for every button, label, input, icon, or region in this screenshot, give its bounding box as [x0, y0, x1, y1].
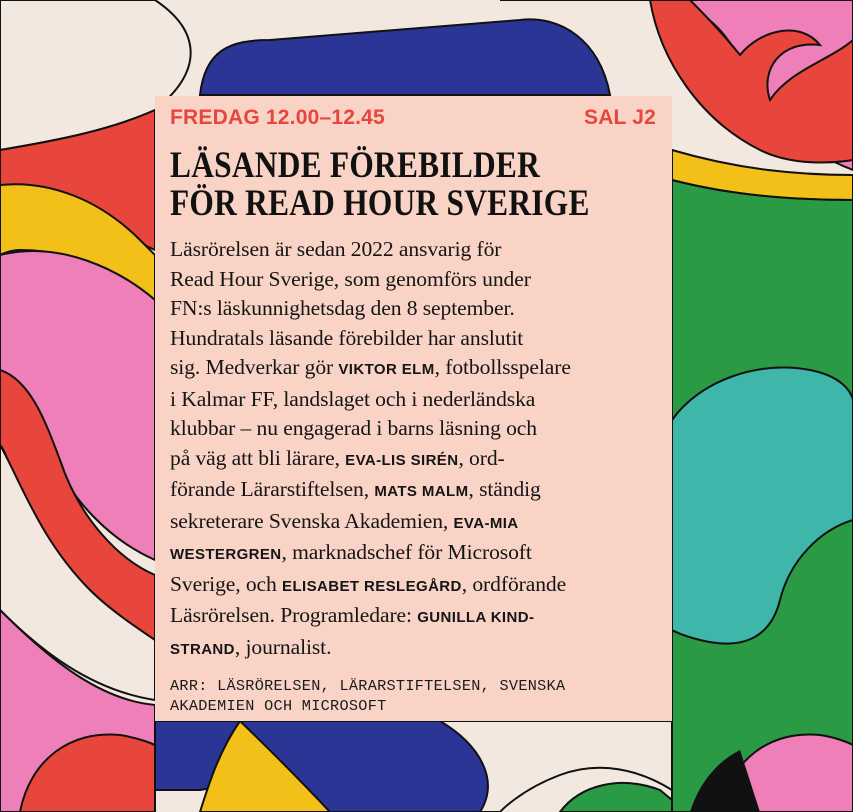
event-time: FREDAG 12.00–12.45	[170, 106, 385, 129]
description-line	[170, 601, 658, 633]
event-title-line-1: LÄSANDE FÖREBILDER	[170, 144, 541, 185]
description-line: i Kalmar FF, landslaget och i nederländska	[170, 386, 536, 411]
participant-name: GUNILLA KIND-	[417, 609, 535, 626]
description-text: , fotbollsspelare	[434, 355, 571, 379]
participant-name: VIKTOR ELM	[338, 361, 435, 378]
description-line: Hundratals läsande förebilder har anslutit	[170, 325, 524, 350]
event-description	[170, 235, 658, 664]
description-line	[170, 444, 658, 476]
description-text: Sverige, och	[170, 571, 283, 596]
description-line: Read Hour Sverige, som genomförs under	[170, 266, 531, 291]
description-line	[170, 633, 658, 665]
description-line: FN:s läskunnighetsdag den 8 september.	[170, 296, 515, 320]
description-line	[170, 570, 658, 602]
participant-name: MATS MALM	[374, 483, 469, 500]
description-line	[170, 507, 658, 539]
participant-name: WESTERGREN	[170, 546, 282, 563]
participant-name: ELISABET RESLEGÅRD	[282, 577, 462, 595]
participant-name: STRAND	[170, 640, 235, 658]
event-title-line-2: FÖR READ HOUR SVERIGE	[170, 182, 590, 223]
description-line	[170, 475, 658, 507]
description-text: förande Lärarstiftelsen,	[170, 477, 375, 501]
description-text: Läsrörelsen. Programledare:	[170, 603, 418, 627]
participant-name: EVA-LIS SIRÉN	[345, 451, 459, 469]
description-text: , journalist.	[234, 634, 332, 659]
description-line	[170, 353, 658, 385]
event-organizers	[170, 676, 658, 716]
organizers-line-1: ARR: LÄSRÖRELSEN, LÄRARSTIFTELSEN, SVENSKA	[170, 677, 566, 695]
event-title	[170, 146, 652, 222]
description-text: sekreterare Svenska Akademien,	[170, 508, 454, 533]
description-line: klubbar – nu engagerad i barns läsning och	[170, 416, 537, 440]
description-line	[170, 538, 658, 570]
description-text: , ordförande	[461, 571, 567, 596]
description-text: på väg att bli lärare,	[170, 445, 346, 470]
event-meta	[170, 106, 658, 134]
description-text: , marknadschef för Microsoft	[281, 540, 532, 564]
event-card	[155, 96, 672, 721]
description-line: Läsrörelsen är sedan 2022 ansvarig för	[170, 237, 502, 261]
description-text: , ord-	[458, 445, 505, 470]
description-text: sig. Medverkar gör	[170, 355, 339, 379]
participant-name: EVA-MIA	[453, 514, 519, 532]
event-room: SAL J2	[583, 106, 656, 129]
description-text: , ständig	[468, 477, 541, 501]
organizers-line-2: AKADEMIEN OCH MICROSOFT	[170, 697, 387, 715]
